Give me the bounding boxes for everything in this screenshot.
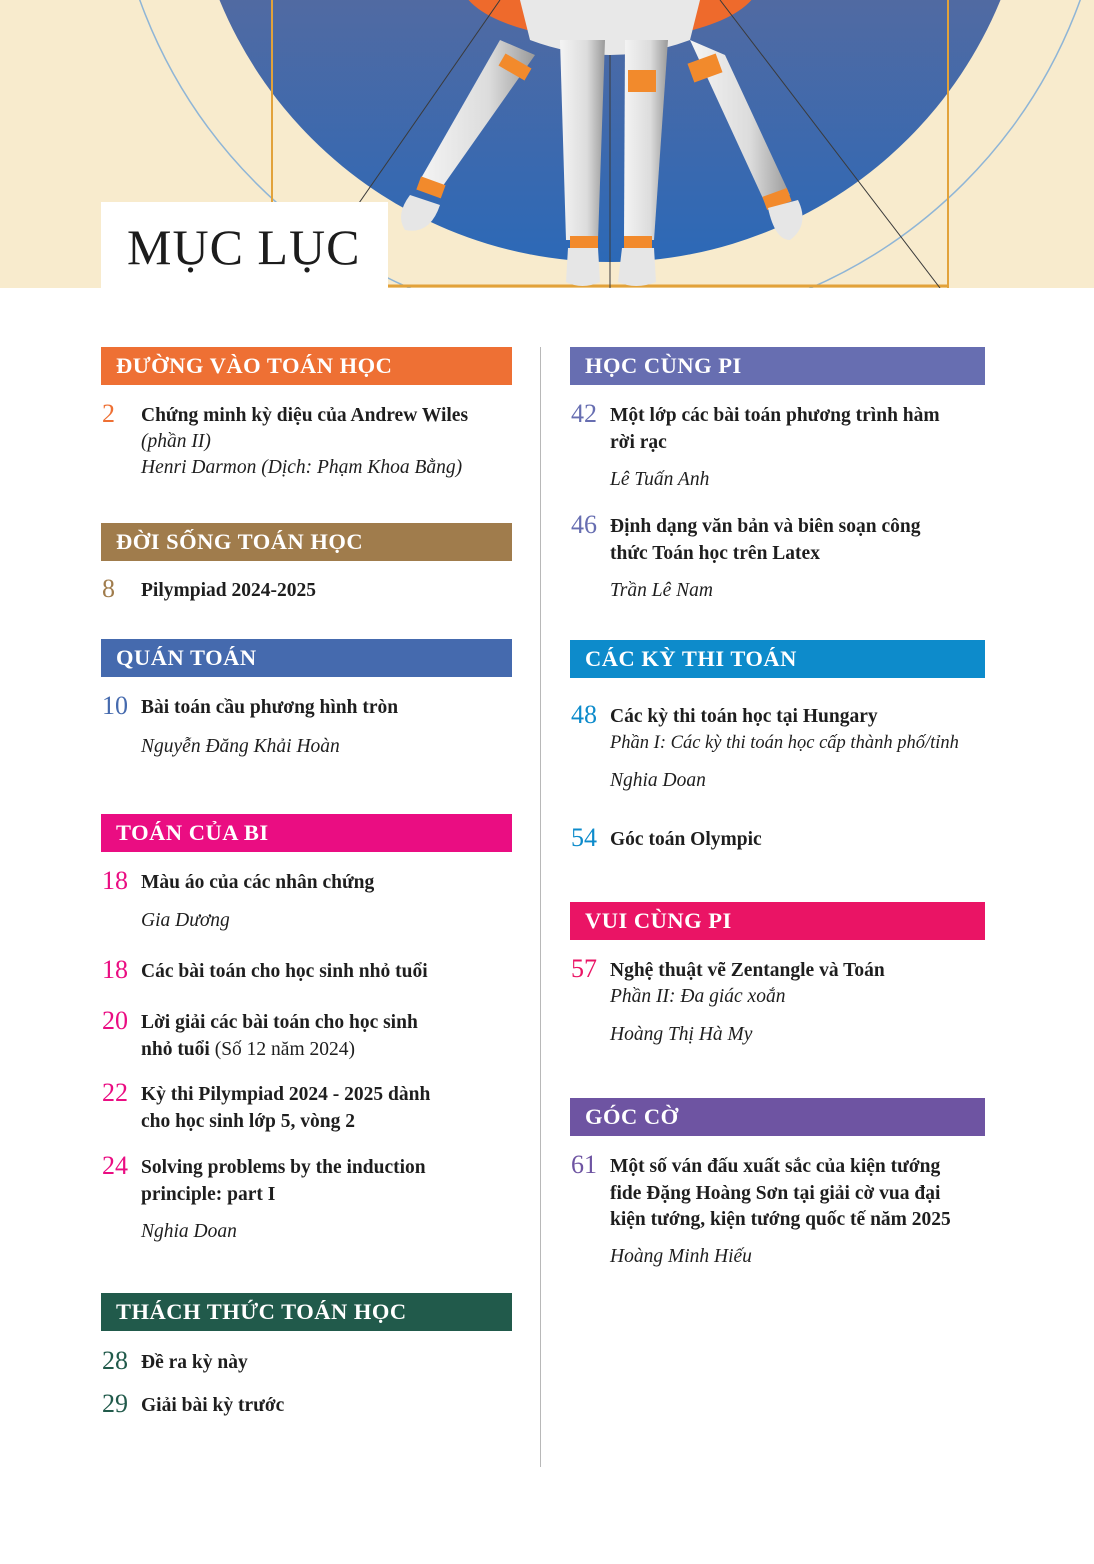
page-number: 48: [571, 700, 597, 729]
entry-title: [610, 1154, 990, 1234]
page-number: 42: [571, 399, 597, 428]
entry-title-line: Định dạng văn bản và biên soạn công: [610, 516, 921, 537]
entry-author: Nghia Doan: [610, 770, 706, 791]
entry-title-line: thức Toán học trên Latex: [610, 542, 820, 564]
entry-title: Pilympiad 2024-2025: [141, 580, 316, 601]
page-number: 54: [571, 823, 597, 852]
entry-title-line: rời rạc: [610, 431, 667, 453]
entry-title: [141, 1155, 521, 1208]
page-number: 2: [102, 399, 115, 428]
entry-subtitle: Phần I: Các kỳ thi toán học cấp thành phố/tỉnh: [610, 733, 959, 753]
entry-title: [610, 403, 990, 456]
page-number: 22: [102, 1078, 128, 1107]
page-number: 18: [102, 866, 128, 895]
section-header: QUÁN TOÁN: [101, 639, 512, 677]
section-header: HỌC CÙNG PI: [570, 347, 985, 385]
entry-title: Chứng minh kỳ diệu của Andrew Wiles: [141, 405, 469, 426]
entry-title-line: Một số ván đấu xuất sắc của kiện tướng: [610, 1156, 941, 1177]
entry-author: Henri Darmon (Dịch: Phạm Khoa Bằng): [141, 457, 463, 478]
page-number: 28: [102, 1346, 128, 1375]
section-thach-thuc-toan-hoc: [101, 1293, 512, 1418]
entry-author: Hoàng Minh Hiếu: [610, 1246, 752, 1267]
entry-title: Nghệ thuật vẽ Zentangle và Toán: [610, 960, 885, 981]
entry-title: [141, 1082, 521, 1135]
page-number: 10: [102, 691, 128, 720]
entry-author: Lê Tuấn Anh: [610, 469, 710, 490]
entry-title-line: kiện tướng, kiện tướng quốc tế năm 2025: [610, 1209, 951, 1230]
section-toan-cua-bi: [101, 814, 512, 1242]
entry-author: Gia Dương: [141, 910, 230, 931]
section-duong-vao-toan-hoc: [101, 347, 512, 478]
entry-title-line: cho học sinh lớp 5, vòng 2: [141, 1110, 355, 1132]
section-header: GÓC CỜ: [570, 1098, 985, 1136]
column-divider: [540, 347, 541, 1467]
page-number: 18: [102, 955, 128, 984]
entry-title-line: Solving problems by the induction: [141, 1157, 426, 1178]
entry-author: Hoàng Thị Hà My: [610, 1024, 753, 1045]
section-header: VUI CÙNG PI: [570, 902, 985, 940]
entry-title-line: Lời giải các bài toán cho học sinh: [141, 1012, 418, 1033]
entry-subtitle: (phần II): [141, 431, 211, 452]
entry-title: [610, 514, 990, 567]
section-quan-toan: [101, 639, 512, 757]
section-doi-song-toan-hoc: [101, 523, 512, 603]
entry-author: Nghia Doan: [141, 1221, 237, 1242]
entry-title-line: Kỳ thi Pilympiad 2024 - 2025 dành: [141, 1084, 431, 1105]
entry-title: Màu áo của các nhân chứng: [141, 872, 375, 893]
entry-title-line: principle: part I: [141, 1183, 276, 1205]
entry-title-line: nhỏ tuổi: [141, 1038, 210, 1060]
entry-author: Trần Lê Nam: [610, 580, 713, 601]
section-header: CÁC KỲ THI TOÁN: [570, 640, 985, 678]
section-cac-ky-thi-toan: [570, 640, 985, 852]
entry-title: Góc toán Olympic: [610, 829, 762, 850]
page-number: 8: [102, 574, 115, 603]
entry-title: Các bài toán cho học sinh nhỏ tuổi: [141, 961, 428, 982]
entry-author: Nguyễn Đăng Khải Hoàn: [141, 736, 340, 757]
page-number: 57: [571, 954, 597, 983]
section-goc-co: [570, 1098, 985, 1267]
entry-title: Đề ra kỳ này: [141, 1352, 248, 1373]
section-vui-cung-pi: [570, 902, 985, 1045]
section-header: TOÁN CỦA BI: [101, 814, 512, 852]
entry-title-note: (Số 12 năm 2024): [209, 1038, 355, 1060]
page-number: 24: [102, 1151, 128, 1180]
title-box: [101, 202, 388, 288]
entry-title: Giải bài kỳ trước: [141, 1395, 285, 1416]
entry-title-line: Một lớp các bài toán phương trình hàm: [610, 405, 940, 426]
section-header: THÁCH THỨC TOÁN HỌC: [101, 1293, 512, 1331]
section-header: ĐƯỜNG VÀO TOÁN HỌC: [101, 347, 512, 385]
entry-subtitle: Phần II: Đa giác xoắn: [610, 986, 786, 1007]
page-number: 46: [571, 510, 597, 539]
entry-title: [141, 1010, 521, 1063]
page-number: 29: [102, 1389, 128, 1418]
section-hoc-cung-pi: [570, 347, 985, 601]
entry-title: Bài toán cầu phương hình tròn: [141, 697, 399, 718]
page-title: MỤC LỤC: [127, 219, 361, 275]
page-number: 61: [571, 1150, 597, 1179]
entry-title-line: fide Đặng Hoàng Sơn tại giải cờ vua đại: [610, 1182, 941, 1204]
page-number: 20: [102, 1006, 128, 1035]
entry-title: Các kỳ thi toán học tại Hungary: [610, 706, 878, 727]
section-header: ĐỜI SỐNG TOÁN HỌC: [101, 523, 512, 561]
